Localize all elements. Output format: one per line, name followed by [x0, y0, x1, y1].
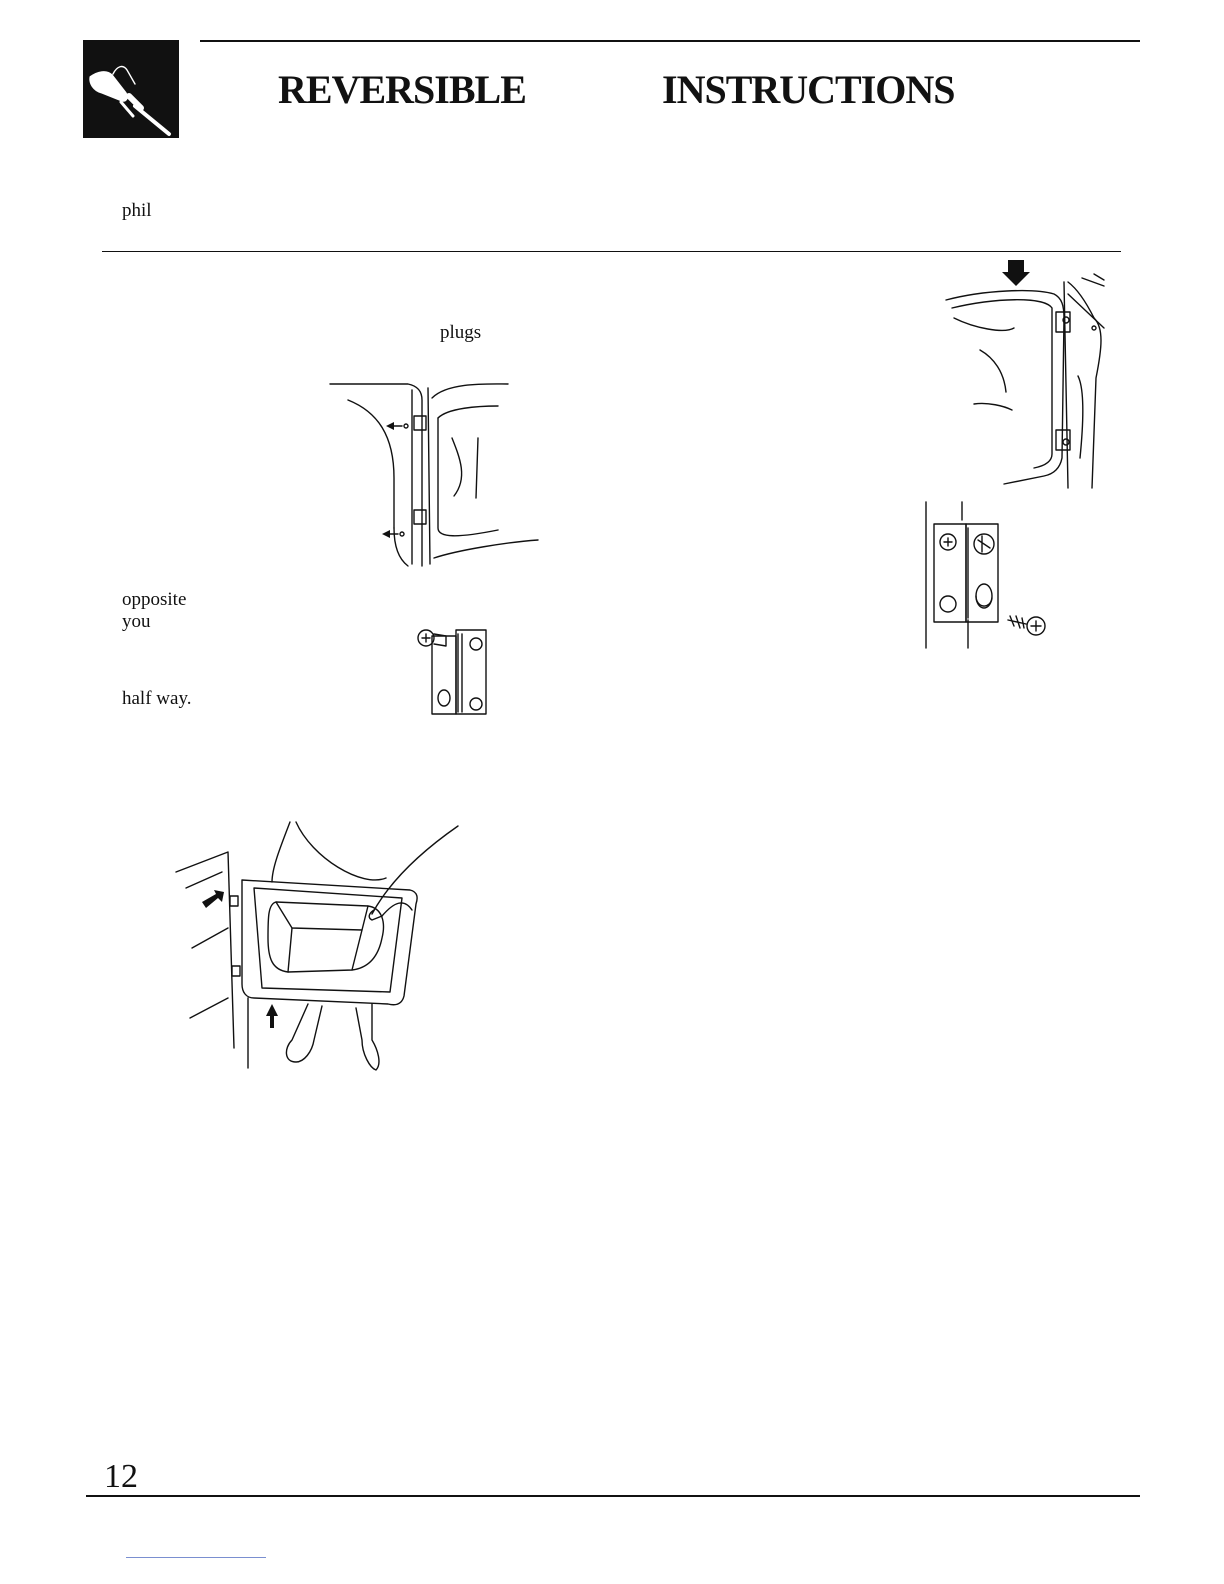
section-divider	[102, 251, 1121, 252]
door-install-illustration	[944, 258, 1114, 488]
step2-line3: half way.	[122, 688, 192, 709]
page-number: 12	[104, 1458, 138, 1495]
header-top-rule	[200, 40, 1140, 42]
hinge-screw-closeup-illustration	[412, 626, 502, 716]
title-instructions: INSTRUCTIONS	[662, 67, 955, 112]
step2-line2: you	[122, 611, 151, 632]
header-icon-box	[83, 40, 179, 138]
door-removal-illustration	[172, 818, 472, 1078]
hinge-remount-closeup-illustration	[924, 500, 1054, 650]
hand-screwdriver-icon	[83, 40, 179, 138]
title-reversible: REVERSIBLE	[278, 67, 526, 112]
dryer-hinge-plugs-illustration	[328, 378, 548, 568]
intro-text: phil	[122, 200, 152, 221]
step2-line1: opposite	[122, 589, 187, 610]
blue-underline	[126, 1557, 266, 1558]
footer-rule	[86, 1495, 1140, 1497]
plugs-text: plugs	[440, 322, 482, 343]
